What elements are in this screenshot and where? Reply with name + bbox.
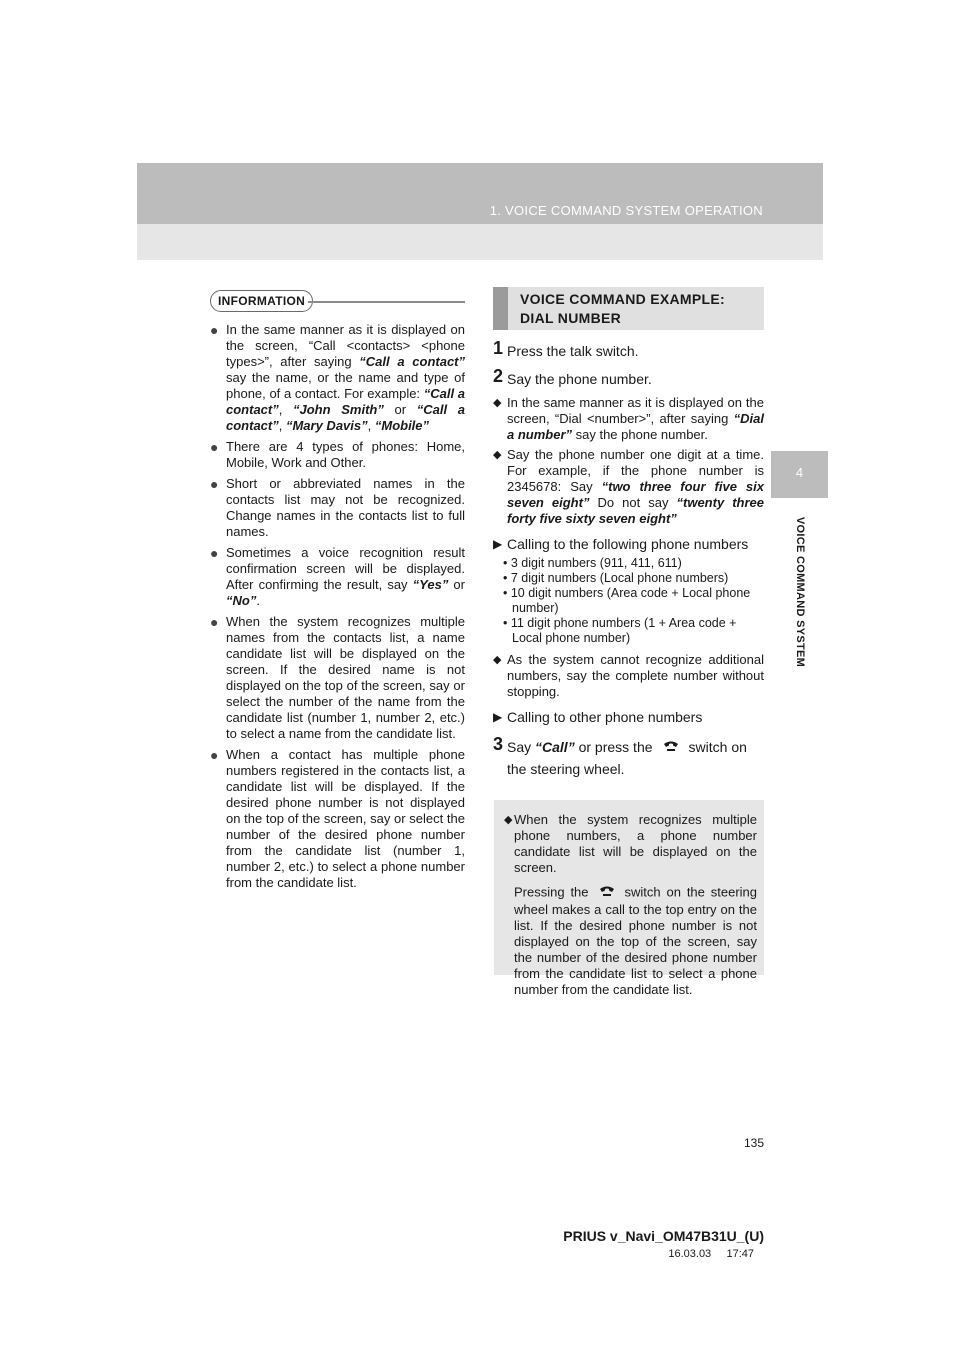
bullet-icon: ◆ [493, 397, 502, 409]
print-timestamp: 16.03.03 17:47 [668, 1248, 754, 1260]
list-item: • 7 digit numbers (Local phone numbers) [503, 571, 729, 585]
header-bar [137, 163, 823, 224]
bullet-icon: ● [210, 747, 219, 763]
step-2: 2 Say the phone number. [493, 366, 652, 387]
info-item: ● When the system recognizes multiple names from the contacts list, a name candidate list will be displayed on the screen. If the desired name is not displayed on the top of the screen, say or select the number of the name from the candidate list (number 1, number 2, etc.) to select a name from the candidate list. [210, 614, 465, 741]
section-title-box [493, 287, 764, 330]
triangle-right-icon: ▶ [493, 537, 503, 551]
info-item: ● When a contact has multiple phone numbers registered in the contacts list, a candidate list will be displayed. If the desired phone number is not displayed on the top of the screen, say or select the number of the desired phone number from the candidate list (number 1, number 2, etc.) to select a phone number from the candidate list. [210, 747, 465, 890]
chapter-tab [771, 451, 828, 498]
numbers-list [493, 556, 764, 646]
triangle-right-icon: ▶ [493, 710, 503, 724]
list-item: ◆ As the system cannot recognize additional numbers, say the complete number without stopping. [493, 652, 764, 699]
section-title-line2: DIAL NUMBER [520, 310, 622, 326]
additional-bullets [493, 652, 764, 700]
phone-switch-icon [593, 884, 621, 902]
info-item: ● There are 4 types of phones: Home, Mobile, Work and Other. [210, 439, 465, 470]
dial-number-section [493, 287, 764, 780]
information-rule [308, 301, 465, 303]
list-item: • 10 digit numbers (Area code + Local phone number) [503, 586, 751, 615]
bullet-icon: ◆ [493, 654, 502, 666]
chapter-label-text: VOICE COMMAND SYSTEM [794, 516, 806, 668]
bullet-icon: ● [210, 545, 219, 561]
document-code: PRIUS v_Navi_OM47B31U_(U) [563, 1228, 764, 1244]
heading-other-numbers: ▶ Calling to other phone numbers [493, 709, 703, 725]
section-accent [493, 287, 508, 330]
note-paragraph: ◆ When the system recognizes multiple phone numbers, a phone number candidate list will be displayed on the screen. [504, 812, 757, 875]
info-item: ● Sometimes a voice recognition result confirmation screen will be displayed. After confirming the result, say “Yes” or “No”. [210, 545, 465, 608]
info-item: ● In the same manner as it is displayed on the screen, “Call <contacts> <phone types>”, after saying “Call a contact” say the name, or the name and type of phone, of a contact. For example: “Call a contact”, “John Smith” or “Call a contact”, “Mary Davis”, “Mobile” [210, 322, 465, 433]
list-item: • 11 digit phone numbers (1 + Area code + Local phone number) [503, 616, 737, 645]
step-3: 3 Say “Call” or press the switch on the steering wheel. [493, 734, 747, 777]
info-item: ● Short or abbreviated names in the contacts list may not be recognized. Change names in the contacts list to full names. [210, 476, 465, 539]
step-1: 1 Press the talk switch. [493, 338, 639, 359]
bullet-icon: ● [210, 476, 219, 492]
note-paragraph: Pressing the switch on the steering wheel makes a call to the top entry on the list. If the desired phone number is not displayed on the top of the screen, say the number of the desired phone number from the candidate list to select a phone number from the candidate list. [514, 884, 757, 997]
bullet-icon: ◆ [504, 814, 513, 826]
information-column [210, 290, 465, 896]
chapter-number: 4 [795, 465, 804, 480]
dial-bullets [493, 395, 764, 527]
bullet-icon: ● [210, 614, 219, 630]
heading-following-numbers: ▶ Calling to the following phone numbers [493, 536, 749, 552]
list-item: ◆ In the same manner as it is displayed on the screen, “Dial <number>”, after saying “Dial a number” say the phone number. [493, 395, 764, 442]
section-title-line1: VOICE COMMAND EXAMPLE: [520, 291, 725, 307]
phone-switch-icon [657, 739, 685, 757]
header-title: 1. VOICE COMMAND SYSTEM OPERATION [489, 203, 763, 218]
bullet-icon: ● [210, 439, 219, 455]
bullet-icon: ◆ [493, 449, 502, 461]
bullet-icon: ● [210, 322, 219, 338]
information-list [210, 322, 465, 891]
list-item: ◆ Say the phone number one digit at a time. For example, if the phone number is 2345678: Say “two three four five six seven eight” Do not say “twenty three forty five sixty seven eight” [493, 447, 764, 526]
information-badge: INFORMATION [210, 290, 313, 312]
note-box [494, 800, 764, 997]
page-number: 135 [743, 1136, 764, 1150]
chapter-side-label [792, 508, 808, 676]
list-item: • 3 digit numbers (911, 411, 611) [503, 556, 682, 570]
